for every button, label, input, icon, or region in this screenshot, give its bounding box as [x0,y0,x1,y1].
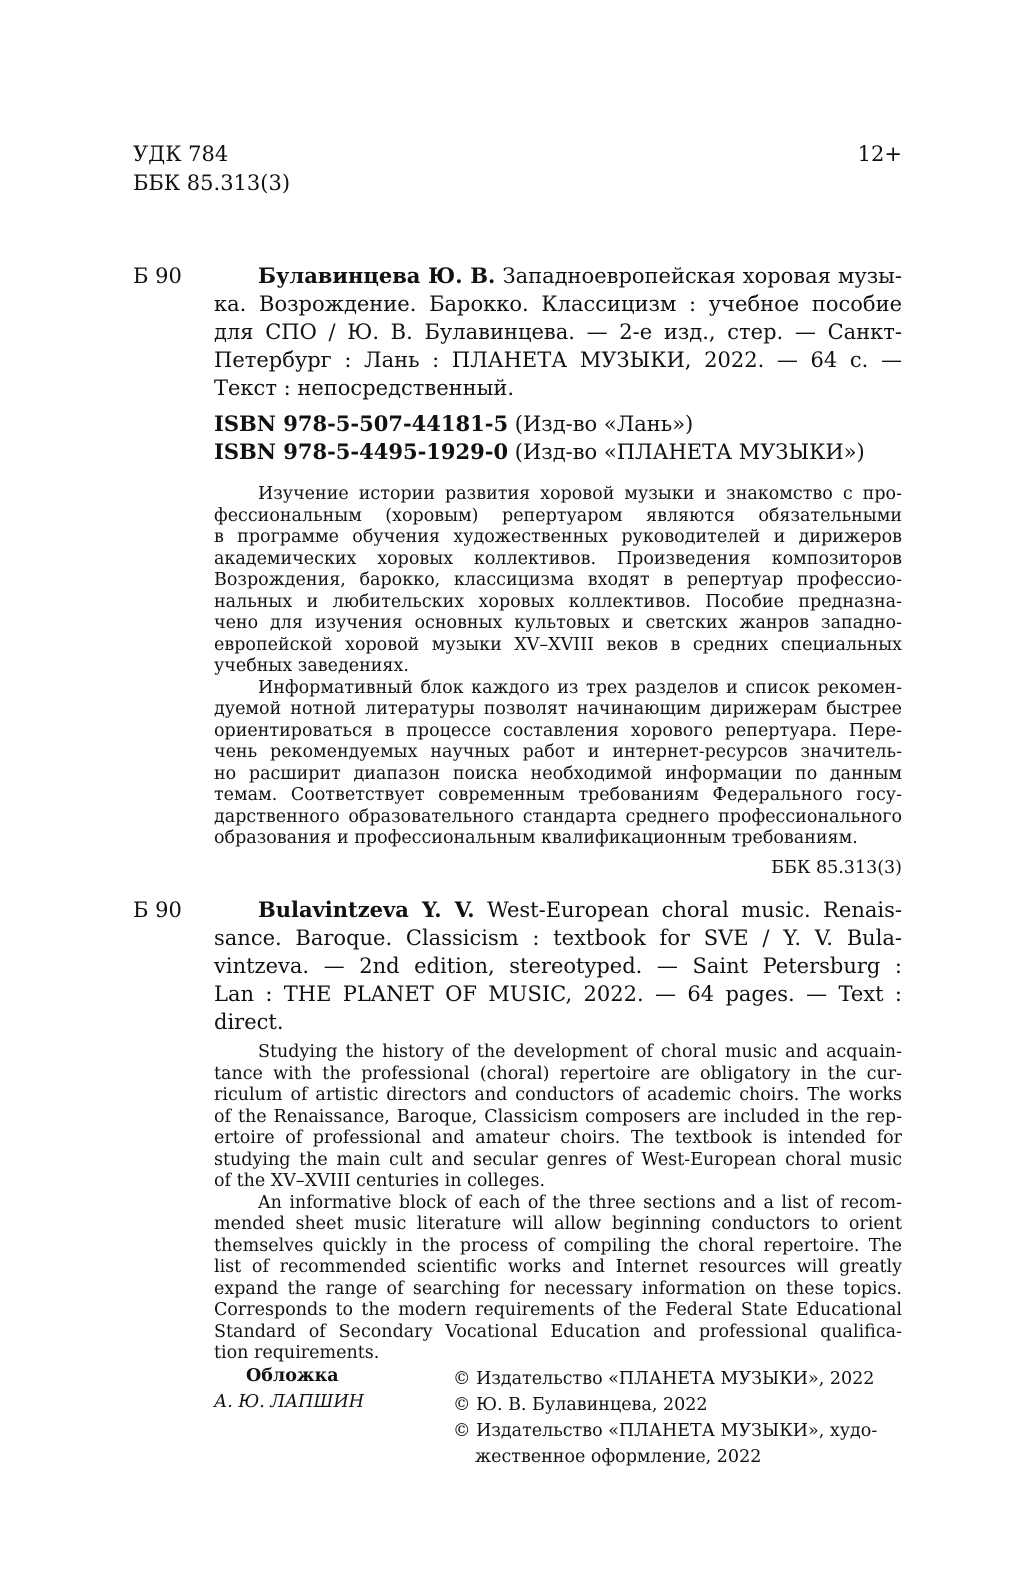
en-abstract [214,1042,902,1365]
en-abstract-line: Standard of Secondary Vocational Education and professional qualifica- [214,1321,902,1342]
en-abstract-line: riculum of artistic directors and conductors of academic choirs. The works [214,1085,902,1105]
ru-author: Булавинцева Ю. В. [258,263,496,288]
ru-abstract-line: академических хоровых коллективов. Произведения композиторов [214,548,902,569]
ru-abstract-line: фессиональным (хоровым) репертуаром являются обязательными [214,505,902,526]
en-abstract-line: tance with the professional (choral) repertoire are obligatory in the cur- [214,1063,902,1084]
en-abstract-line: of the Renaissance, Baroque, Classicism composers are included in the rep- [214,1106,902,1127]
ru-abstract-line: в программе обучения художественных руководителей и дирижеров [214,527,902,547]
en-abstract-line: Studying the history of the development of choral music and acquain- [258,1042,902,1062]
en-abstract-line: An informative block of each of the three sections and a list of recom- [258,1192,902,1213]
isbn-line-planet [214,438,865,466]
ru-entry-body [214,262,902,402]
isbn-number: ISBN 978-5-507-44181-5 [214,411,509,436]
copyright-line: © Ю. В. Булавинцева, 2022 [453,1395,708,1415]
en-abstract-line: list of recommended scientific works and Internet resources will greatly [214,1257,902,1277]
ru-title-start: Западноевропейская хоровая музы- [502,264,902,288]
en-biblio-line: vintzeva. — 2nd edition, stereotyped. — Saint Petersburg : [214,954,902,978]
en-biblio-line: Lan : THE PLANET OF MUSIC, 2022. — 64 pages. — Text : [214,982,902,1006]
ru-abstract-line: дуемой нотной литературы позволят начинающим дирижерам быстрее [214,699,902,719]
isbn-publisher: (Изд-во «ПЛАНЕТА МУЗЫКИ») [514,440,865,464]
en-abstract-line: Corresponds to the modern requirements of the Federal State Educational [214,1300,902,1320]
cover-label: Обложка [246,1366,339,1386]
udk-code: УДК 784 [133,142,229,166]
isbn-number: ISBN 978-5-4495-1929-0 [214,439,509,464]
en-entry-body [214,896,902,1036]
ru-biblio-line: Петербург : Лань : ПЛАНЕТА МУЗЫКИ, 2022. — 64 с. — [214,348,902,372]
en-abstract-line: mended sheet music literature will allow beginning conductors to orient [214,1214,902,1234]
copyright-line: © Издательство «ПЛАНЕТА МУЗЫКИ», 2022 [453,1369,875,1389]
bbk-right: ББК 85.313(3) [771,858,902,878]
copyright-line-cont: жественное оформление, 2022 [475,1447,762,1467]
en-title-start: West-European choral music. Renais- [487,898,902,922]
ru-biblio-line: Текст : непосредственный. [214,376,514,400]
en-abstract-line: themselves quickly in the process of compiling the choral repertoire. The [214,1235,902,1256]
ru-abstract-line: темам. Соответствует современным требованиям Федерального госу- [214,785,902,805]
en-biblio-line: direct. [214,1010,284,1034]
ru-abstract-line: но расширит диапазон поиска необходимой информации по данным [214,763,902,784]
bbk-code: ББК 85.313(3) [133,171,291,195]
copyright-line: © Издательство «ПЛАНЕТА МУЗЫКИ», худо- [453,1421,878,1441]
en-title-line-1 [214,896,902,924]
ru-abstract-line: нальных и любительских хоровых коллективов. Пособие предназна- [214,591,902,612]
ru-entry-index: Б 90 [133,264,182,288]
ru-abstract-line: ориентироваться в процессе составления хорового репертуара. Пере- [214,720,902,741]
en-author: Bulavintzeva Y. V. [258,897,475,922]
en-abstract-line: expand the range of searching for necessary information on these topics. [214,1278,902,1299]
ru-abstract [214,484,902,850]
ru-abstract-line: Информативный блок каждого из трех разделов и список рекомен- [258,677,902,698]
ru-abstract-line: чень рекомендуемых научных работ и интернет-ресурсов значитель- [214,742,902,762]
ru-abstract-line: образования и профессиональным квалификационным требованиям. [214,828,858,848]
en-entry-index: Б 90 [133,898,182,922]
age-rating: 12+ [857,142,902,166]
isbn-line-lan [214,410,865,438]
ru-abstract-line: Изучение истории развития хоровой музыки и знакомство с про- [258,484,902,504]
en-abstract-line: tion requirements. [214,1343,380,1363]
en-abstract-line: ertoire of professional and amateur choirs. The textbook is intended for [214,1128,902,1148]
ru-abstract-line: дарственного образовательного стандарта среднего профессионального [214,806,902,827]
isbn-block [214,410,865,466]
ru-title-line-1 [214,262,902,290]
copyright-block [453,1366,902,1470]
ru-abstract-line: учебных заведениях. [214,656,409,676]
ru-abstract-line: европейской хоровой музыки XV–XVIII веков в средних специальных [214,634,902,655]
isbn-publisher: (Изд-во «Лань») [514,412,694,436]
ru-biblio-line: для СПО / Ю. В. Булавинцева. — 2-е изд., стер. — Санкт- [214,320,902,344]
cover-artist: А. Ю. ЛАПШИН [214,1392,364,1412]
ru-abstract-line: чено для изучения основных культовых и светских жанров западно- [214,613,902,633]
en-abstract-line: studying the main cult and secular genres of West-European choral music [214,1149,902,1170]
en-abstract-line: of the XV–XVIII centuries in colleges. [214,1171,546,1191]
en-biblio-line: sance. Baroque. Classicism : textbook for SVE / Y. V. Bula- [214,926,902,950]
ru-abstract-line: Возрождения, барокко, классицизма входят в репертуар профессио- [214,570,902,590]
ru-biblio-line: ка. Возрождение. Барокко. Классицизм : учебное пособие [214,292,902,316]
